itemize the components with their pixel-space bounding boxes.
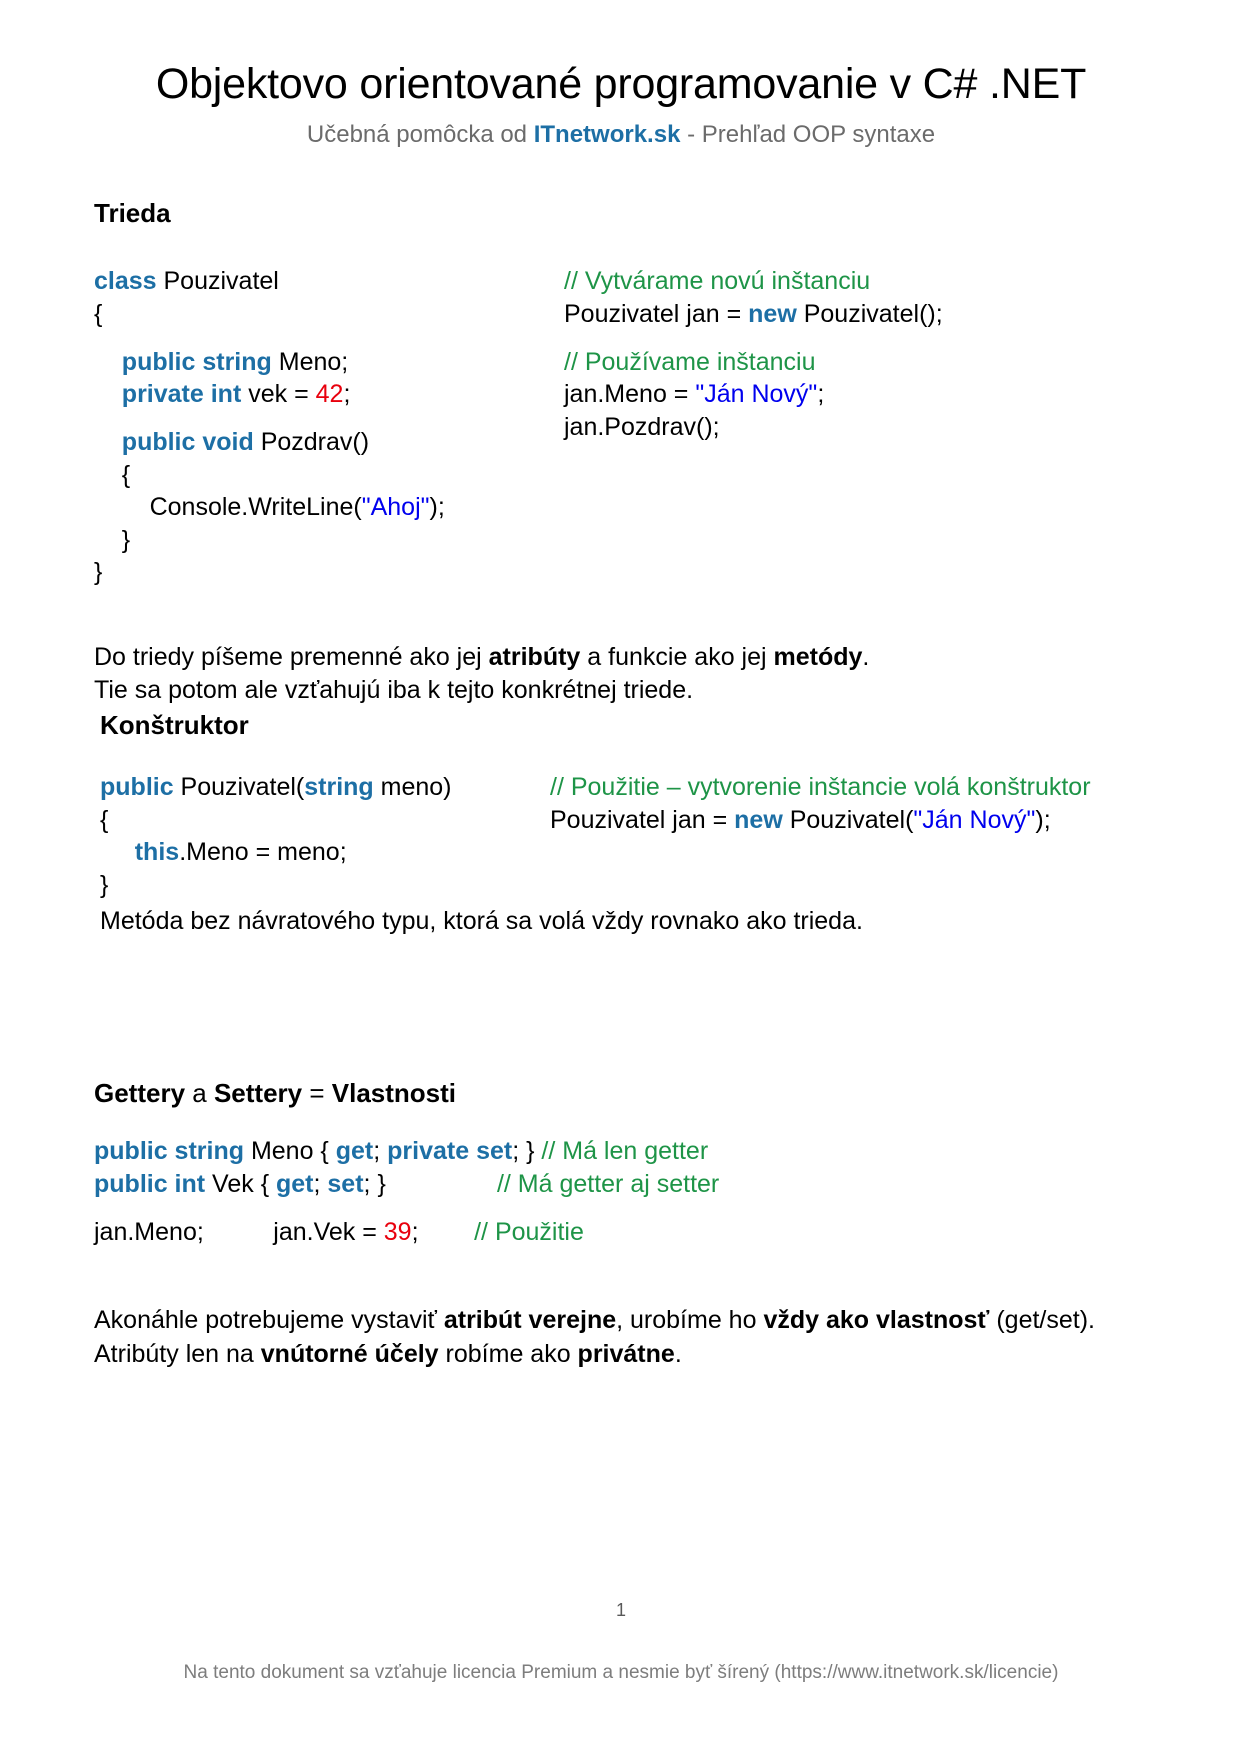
code-use-vek-pre: jan.Vek = bbox=[273, 1217, 384, 1246]
code-trieda-right bbox=[564, 265, 1154, 443]
code-brace-close: } bbox=[94, 558, 103, 586]
comment-ma-getter-aj-setter: // Má getter aj setter bbox=[496, 1169, 720, 1198]
code-block-vlastnosti bbox=[94, 1135, 1154, 1248]
code-method-brace-open: { bbox=[94, 460, 131, 489]
kw-set: set bbox=[327, 1169, 364, 1198]
code-prop-vek: Vek { bbox=[205, 1169, 276, 1198]
code-trieda-left bbox=[94, 265, 564, 589]
code-string-jan-novy: "Ján Nový" bbox=[695, 380, 818, 408]
page-subtitle bbox=[0, 109, 1242, 150]
code-string-jan-novy: "Ján Nový" bbox=[913, 805, 1036, 834]
code-instance-pre: Pouzivatel jan = bbox=[564, 299, 749, 328]
code-number-42: 42 bbox=[315, 380, 344, 408]
kw-class: class bbox=[94, 267, 157, 295]
para-text: robíme ako bbox=[438, 1339, 578, 1368]
code-method-pozdrav: Pozdrav() bbox=[253, 428, 370, 456]
code-spacer bbox=[94, 411, 564, 427]
page-title: Objektovo orientované programovanie v C# .NET bbox=[155, 60, 1087, 108]
kw-string: string bbox=[304, 773, 374, 801]
section-trieda bbox=[94, 198, 1154, 708]
code-instance-post: Pouzivatel(); bbox=[796, 299, 943, 328]
paragraph-vlastnosti bbox=[94, 1304, 1154, 1371]
code-semicolon: ; bbox=[313, 1169, 328, 1198]
kw-new: new bbox=[734, 805, 783, 834]
para-text: Akonáhle potrebujeme vystaviť bbox=[94, 1306, 444, 1334]
para-text: , urobíme ho bbox=[616, 1306, 764, 1334]
code-assign-post: ; bbox=[817, 380, 825, 408]
para-text: (get/set). Atribúty len na bbox=[94, 1306, 1095, 1368]
code-call-pozdrav: jan.Pozdrav(); bbox=[564, 412, 720, 441]
kw-public-string: public string bbox=[121, 347, 272, 376]
section-heading-konstruktor: Konštruktor bbox=[100, 710, 249, 740]
code-brace-open: { bbox=[94, 299, 103, 328]
code-ctor-name: Pouzivatel( bbox=[173, 773, 305, 801]
code-ctor-param: meno) bbox=[373, 773, 452, 801]
code-ctor-assign: .Meno = meno; bbox=[179, 838, 347, 866]
code-field-vek: vek = bbox=[241, 380, 316, 408]
para-text: . bbox=[862, 642, 870, 671]
para-text: Do triedy píšeme premenné ako jej bbox=[94, 642, 489, 671]
code-ctor-brace-close: } bbox=[100, 870, 109, 899]
paragraph-konstruktor: Metóda bez návratového typu, ktorá sa volá vždy rovnako ako trieda. bbox=[100, 907, 863, 935]
kw-private-set: private set bbox=[387, 1137, 513, 1165]
code-method-brace-close: } bbox=[94, 525, 131, 554]
kw-new: new bbox=[748, 299, 797, 328]
para-bold-metody: metódy bbox=[773, 642, 863, 671]
subtitle-prefix: Učebná pomôcka od bbox=[306, 121, 534, 149]
kw-get: get bbox=[276, 1169, 314, 1198]
code-prop-close: ; } bbox=[512, 1137, 535, 1165]
code-field-meno: Meno; bbox=[271, 347, 349, 376]
heading-a: a bbox=[185, 1078, 214, 1108]
para-text: a funkcie ako jej bbox=[580, 642, 774, 671]
code-assign-pre: jan.Meno = bbox=[564, 380, 696, 408]
comment-ma-len-getter: // Má len getter bbox=[541, 1137, 709, 1165]
para-bold-vzdy-ako-vlastnost: vždy ako vlastnosť bbox=[763, 1306, 990, 1334]
code-use-meno: jan.Meno; bbox=[94, 1217, 204, 1246]
kw-get: get bbox=[335, 1137, 374, 1165]
section-vlastnosti bbox=[94, 1078, 1154, 1371]
paragraph-trieda bbox=[94, 641, 1154, 708]
comment-pouzivame: // Používame inštanciu bbox=[564, 347, 816, 376]
code-prop-meno: Meno { bbox=[244, 1137, 336, 1165]
kw-public-int: public int bbox=[94, 1169, 206, 1198]
code-spacer bbox=[94, 1200, 1154, 1216]
para-bold-atributy: atribúty bbox=[488, 642, 581, 671]
heading-equals: = bbox=[302, 1078, 332, 1108]
para-text-line2: Tie sa potom ale vzťahujú iba k tejto konkrétnej triede. bbox=[94, 676, 694, 704]
code-ctor-use-post: ); bbox=[1035, 805, 1051, 834]
kw-public-string: public string bbox=[94, 1137, 244, 1165]
kw-public-void: public void bbox=[121, 428, 254, 456]
comment-vytvarame: // Vytvárame novú inštanciu bbox=[564, 267, 871, 295]
code-ctor-use-mid: Pouzivatel( bbox=[782, 805, 914, 834]
kw-private-int: private int bbox=[121, 380, 242, 408]
heading-gettery: Gettery bbox=[94, 1078, 186, 1108]
para-text: . bbox=[674, 1339, 682, 1368]
code-semicolon: ; bbox=[373, 1137, 388, 1165]
para-bold-vnutorne-ucely: vnútorné účely bbox=[260, 1339, 439, 1368]
subtitle-suffix: - Prehľad OOP syntaxe bbox=[680, 121, 936, 149]
code-classname: Pouzivatel bbox=[156, 267, 279, 295]
page-number: 1 bbox=[615, 1600, 626, 1620]
code-semicolon: ; bbox=[343, 380, 351, 408]
code-semicolon: ; bbox=[411, 1217, 419, 1246]
section-heading-vlastnosti bbox=[94, 1078, 1154, 1109]
kw-this: this bbox=[134, 838, 180, 866]
section-heading-trieda: Trieda bbox=[94, 198, 171, 228]
para-bold-atribut-verejne: atribút verejne bbox=[443, 1306, 617, 1334]
code-prop-close: ; } bbox=[363, 1169, 386, 1198]
code-konstruktor-right bbox=[550, 771, 1155, 836]
code-writeline-pre: Console.WriteLine( bbox=[94, 493, 362, 521]
license-notice: Na tento dokument sa vzťahuje licencia Premium a nesmie byť šírený (https://www.itnetwork.sk/licencie) bbox=[183, 1662, 1059, 1683]
code-number-39: 39 bbox=[383, 1217, 412, 1246]
code-block-konstruktor bbox=[100, 771, 1155, 901]
brand-link[interactable]: ITnetwork.sk bbox=[533, 121, 681, 149]
code-spacer bbox=[94, 330, 564, 346]
code-spacer bbox=[564, 330, 1154, 346]
heading-settery: Settery bbox=[213, 1078, 303, 1108]
comment-pouzitie: // Použitie bbox=[474, 1217, 584, 1246]
comment-pouzitie-ctor: // Použitie – vytvorenie inštancie volá konštruktor bbox=[550, 773, 1091, 801]
code-ctor-use-pre: Pouzivatel jan = bbox=[550, 805, 735, 834]
code-writeline-post: ); bbox=[429, 493, 445, 521]
code-konstruktor-left bbox=[100, 771, 550, 901]
kw-public: public bbox=[100, 773, 174, 801]
heading-vlastnosti: Vlastnosti bbox=[331, 1078, 457, 1108]
code-string-ahoj: "Ahoj" bbox=[361, 493, 430, 521]
code-ctor-brace-open: { bbox=[100, 805, 109, 834]
para-bold-privatne: privátne bbox=[577, 1339, 675, 1368]
section-konstruktor bbox=[100, 710, 1155, 939]
code-block-trieda bbox=[94, 265, 1154, 589]
